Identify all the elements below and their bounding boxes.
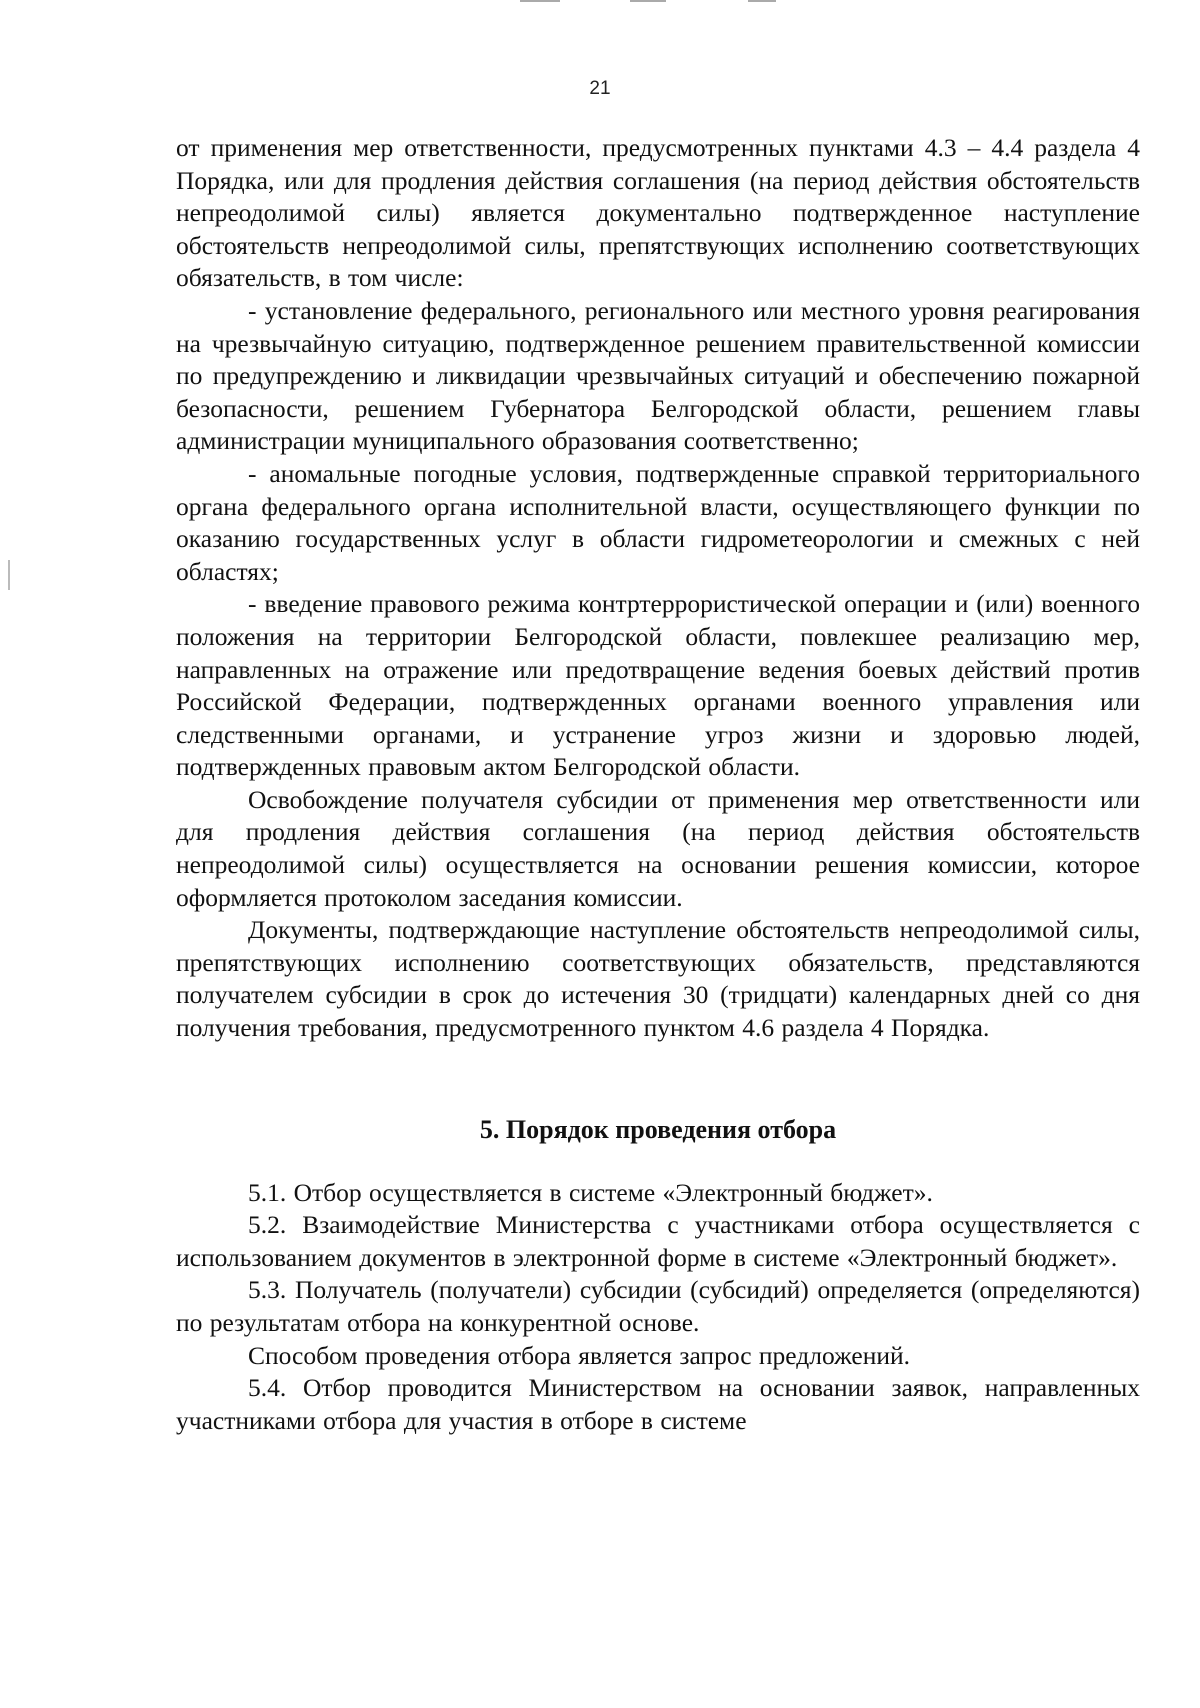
list-item-counterterror: - введение правового режима контртеррористической операции и (или) военного положения на территории Белгородской области, повлекшее реализацию мер, направленных на отражение или предотвращение ведения боевых действий против Российской Федерации, подтвержденных органами военного управления или следственными органами, и устранение угроз жизни и здоровью людей, подтвержденных правовым актом Белгородской области. — [176, 589, 1140, 782]
paragraph-documents: Документы, подтверждающие наступление обстоятельств непреодолимой силы, препятствующих исполнению соответствующих обязательств, представляются получателем субсидии в срок до истечения 30 (тридцати) календарных дней со дня получения требования, предусмотренного пунктом 4.6 раздела 4 Порядка. — [176, 915, 1140, 1043]
clause-5-4: 5.4. Отбор проводится Министерством на основании заявок, направленных участниками отбора для участия в отборе в системе — [176, 1373, 1140, 1435]
clause-5-1: 5.1. Отбор осуществляется в системе «Электронный бюджет». — [248, 1177, 933, 1207]
scan-artifact-top-3 — [748, 0, 776, 2]
scan-artifact-top-1 — [520, 0, 560, 2]
paragraph-continuation: от применения мер ответственности, предусмотренных пунктами 4.3 – 4.4 раздела 4 Порядка, или для продления действия соглашения (на период действия обстоятельств непреодолимой силы) является документально подтвержденное наступление обстоятельств непреодолимой силы, препятствующих исполнению соответствующих обязательств, в том числе: — [176, 133, 1140, 293]
paragraph-selection-method: Способом проведения отбора является запрос предложений. — [248, 1340, 911, 1370]
section-heading: 5. Порядок проведения отбора — [479, 1114, 837, 1144]
clause-5-2: 5.2. Взаимодействие Министерства с участниками отбора осуществляется с использованием документов в электронной форме в системе «Электронный бюджет». — [176, 1210, 1140, 1272]
list-item-emergency: - установление федерального, регионального или местного уровня реагирования на чрезвычайную ситуацию, подтвержденное решением правительственной комиссии по предупреждению и ликвидации чрезвычайных ситуаций и обеспечению пожарной безопасности, решением Губернатора Белгородской области, решением главы администрации муниципального образования соответственно; — [176, 295, 1140, 456]
document-body — [176, 132, 1140, 1437]
scan-artifact-left — [8, 560, 10, 590]
scan-artifact-top-2 — [630, 0, 666, 2]
clause-5-3: 5.3. Получатель (получатели) субсидии (субсидий) определяется (определяются) по результатам отбора на конкурентной основе. — [176, 1275, 1140, 1337]
list-item-weather: - аномальные погодные условия, подтвержденные справкой территориального органа федерального органа исполнительной власти, осуществляющего функции по оказанию государственных услуг в области гидрометеорологии и смежных с ней областях; — [176, 458, 1140, 586]
page-number: 21 — [589, 78, 611, 99]
paragraph-exemption: Освобождение получателя субсидии от применения мер ответственности или для продления действия соглашения (на период действия обстоятельств непреодолимой силы) осуществляется на основании решения комиссии, которое оформляется протоколом заседания комиссии. — [176, 784, 1140, 912]
